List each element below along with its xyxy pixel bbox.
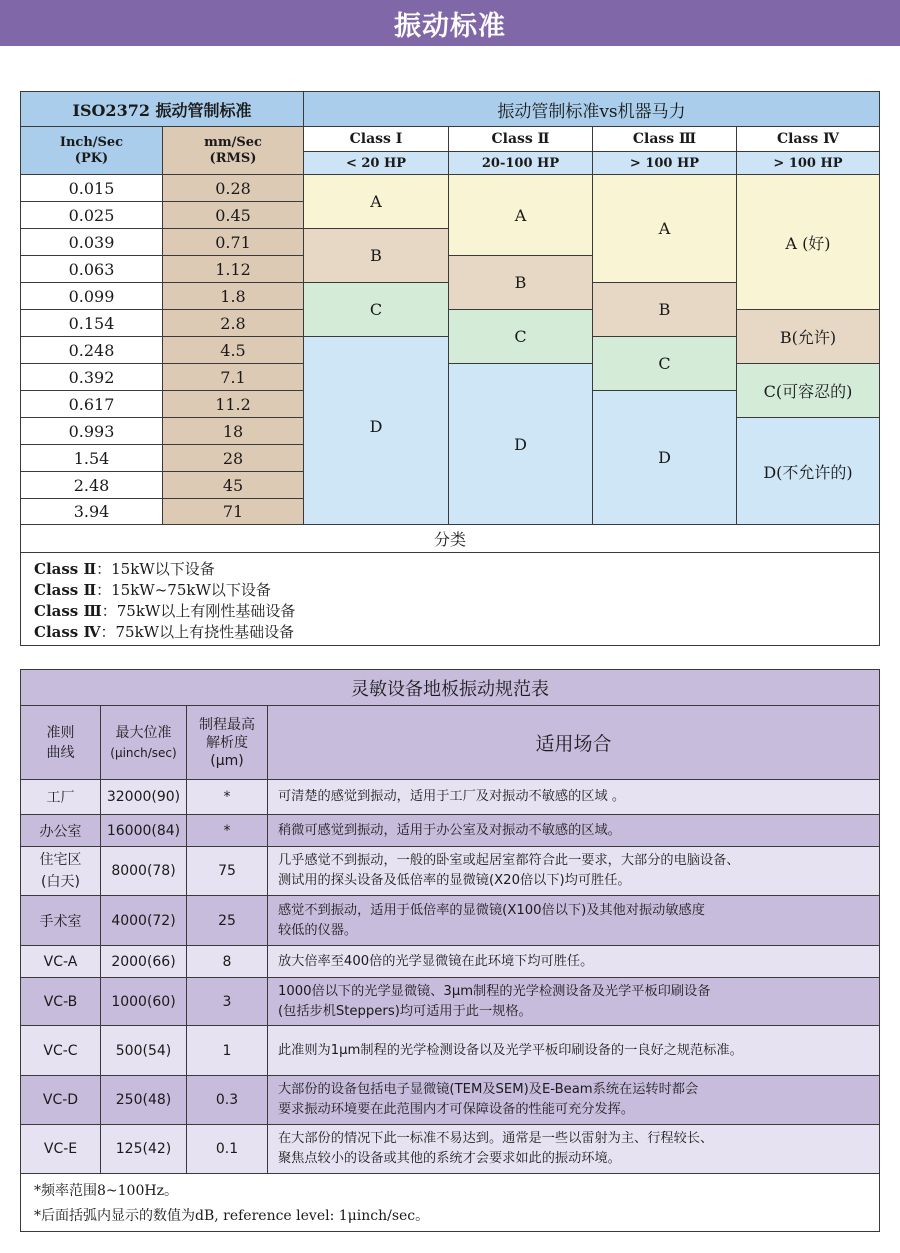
col-header-inch-l2: (PK): [74, 150, 109, 166]
inch-value: 0.099: [20, 282, 163, 310]
max-level: 4000(72): [100, 895, 187, 946]
application-desc-line: 感觉不到振动，适用于低倍率的显微镜(X100倍以下)及其他对振动敏感度: [278, 902, 705, 918]
application-desc-line: 此准则为1μm制程的光学检测设备以及光学平板印刷设备的一良好之规范标准。: [278, 1042, 743, 1058]
application-desc: [267, 945, 880, 978]
classification-item: [34, 579, 634, 600]
zone-c1-a: A: [303, 174, 449, 229]
application-desc-line: (包括步机Steppers)均可适用于此一规格。: [278, 1003, 532, 1019]
zone-c4-c: C(可容忍的): [736, 363, 880, 418]
mm-value: 11.2: [162, 390, 304, 418]
application-desc-line: 测试用的探头设备及低倍率的显微镜(X20倍以下)均可胜任。: [278, 873, 631, 888]
application-desc: [267, 779, 880, 815]
mm-value: 28: [162, 444, 304, 472]
classification-title: 分类: [20, 524, 880, 553]
criteria-name-text: VC-B: [43, 993, 78, 1010]
application-desc-line: 1000倍以下的光学显微镜、3μm制程的光学检测设备及光学平板印刷设备: [278, 983, 711, 999]
mm-value: 1.8: [162, 282, 304, 310]
criteria-name-text: 住宅区: [39, 852, 82, 868]
mm-value: 7.1: [162, 363, 304, 391]
max-level: 8000(78): [100, 846, 187, 896]
col-header-mm-l2: (RMS): [209, 150, 257, 166]
resolution: 25: [186, 895, 268, 946]
inch-value: 0.248: [20, 336, 163, 364]
mm-value: 4.5: [162, 336, 304, 364]
zone-c2-d: D: [448, 363, 593, 525]
zone-c2-c: C: [448, 309, 593, 364]
header-max-level-l2: (μinch/sec): [110, 745, 177, 760]
mm-value: 71: [162, 498, 304, 525]
criteria-name: [20, 814, 101, 847]
floor-table-title: 灵敏设备地板振动规范表: [20, 669, 880, 706]
application-desc-line: 要求振动环境要在此范围内才可保障设备的性能可充分发挥。: [278, 1102, 635, 1117]
application-desc-line: 稍微可感觉到振动，适用于办公室及对振动不敏感的区域。: [278, 822, 621, 838]
application-desc-line: 可清楚的感觉到振动，适用于工厂及对振动不敏感的区域 。: [278, 789, 626, 804]
application-desc-line: 放大倍率至400倍的光学显微镜在此环境下均可胜任。: [278, 953, 594, 969]
page-title: 振动标准: [394, 10, 506, 42]
application-desc-line: 聚焦点较小的设备或其他的系统才会要求如此的振动环境。: [278, 1151, 621, 1166]
header-criteria: [20, 705, 101, 780]
zone-c3-b: B: [592, 282, 737, 337]
application-desc: [267, 895, 880, 946]
resolution: 8: [186, 945, 268, 978]
criteria-name-text: 手术室: [39, 913, 82, 930]
inch-value: 0.154: [20, 309, 163, 337]
header-criteria-l1: 准则: [46, 724, 75, 741]
zone-c2-a: A: [448, 174, 593, 256]
header-resolution-l3: (μm): [210, 752, 244, 769]
criteria-name-text: VC-E: [43, 1141, 78, 1157]
criteria-name: [20, 1025, 101, 1076]
class-3-hp: > 100 HP: [592, 151, 737, 175]
inch-value: 0.993: [20, 417, 163, 445]
classification-class: Class Ⅳ: [34, 623, 101, 641]
application-desc-line: 大部份的设备包括电子显微镜(TEM及SEM)及E-Beam系统在运转时都会: [278, 1082, 699, 1097]
zone-c3-c: C: [592, 336, 737, 391]
mm-value: 0.71: [162, 228, 304, 256]
resolution: *: [186, 779, 268, 815]
classification-text: ：75kW以上有刚性基础设备: [101, 602, 296, 620]
zone-c1-d: D: [303, 336, 449, 525]
max-level: 2000(66): [100, 945, 187, 978]
page-banner: [0, 0, 900, 46]
criteria-name: [20, 945, 101, 978]
inch-value: 2.48: [20, 471, 163, 499]
class-1-name: Class Ⅰ: [303, 126, 449, 152]
zone-c4-a: A (好): [736, 174, 880, 310]
classification-item: [34, 600, 634, 621]
criteria-name: [20, 1124, 101, 1174]
iso-right-title: 振动管制标准vs机器马力: [303, 91, 880, 127]
header-resolution-l1: 制程最高: [199, 716, 255, 733]
col-header-mm: [162, 126, 304, 175]
resolution: 0.1: [186, 1124, 268, 1174]
resolution: 3: [186, 977, 268, 1026]
max-level: 16000(84): [100, 814, 187, 847]
zone-c2-b: B: [448, 255, 593, 310]
classification-class: Class Ⅲ: [34, 602, 102, 620]
header-application: 适用场合: [267, 705, 880, 780]
header-resolution: [186, 705, 268, 780]
header-criteria-l2: 曲线: [46, 744, 75, 761]
criteria-name: [20, 846, 101, 896]
header-resolution-l2: 解析度: [206, 734, 248, 751]
criteria-name-text: 工厂: [46, 790, 75, 806]
criteria-name: [20, 1075, 101, 1125]
criteria-name: [20, 779, 101, 815]
zone-c3-d: D: [592, 390, 737, 525]
zone-c1-c: C: [303, 282, 449, 337]
zone-c1-b: B: [303, 228, 449, 283]
application-desc: [267, 977, 880, 1026]
application-desc-line: 几乎感觉不到振动，一般的卧室或起居室都符合此一要求，大部分的电脑设备、: [278, 853, 740, 868]
inch-value: 0.025: [20, 201, 163, 229]
classification-text: ：15kW~75kW以下设备: [96, 581, 271, 599]
application-desc: [267, 814, 880, 847]
header-max-level-l1: 最大位准: [115, 724, 172, 741]
criteria-name-text: 办公室: [39, 823, 82, 840]
footnote: *后面括弧内显示的数值为dB, reference level: 1μinch/sec。: [34, 1208, 430, 1224]
max-level: 32000(90): [100, 779, 187, 815]
classification-item: [34, 558, 634, 579]
class-2-name: Class Ⅱ: [448, 126, 593, 152]
classification-class: Class Ⅱ: [34, 581, 97, 599]
col-header-mm-l1: mm/Sec: [204, 134, 262, 150]
application-desc-line: 较低的仪器。: [278, 922, 358, 938]
inch-value: 3.94: [20, 498, 163, 525]
inch-value: 0.617: [20, 390, 163, 418]
resolution: *: [186, 814, 268, 847]
class-3-name: Class Ⅲ: [592, 126, 737, 152]
classification-class: Class Ⅱ: [34, 560, 97, 578]
zone-c3-a: A: [592, 174, 737, 283]
classification-text: ：75kW以上有挠性基础设备: [100, 623, 295, 641]
class-4-hp: > 100 HP: [736, 151, 880, 175]
application-desc: [267, 1124, 880, 1174]
inch-value: 0.063: [20, 255, 163, 283]
classification-text: ：15kW以下设备: [96, 560, 215, 578]
mm-value: 0.28: [162, 174, 304, 202]
application-desc: [267, 1025, 880, 1076]
col-header-inch-l1: Inch/Sec: [59, 134, 124, 150]
class-1-hp: < 20 HP: [303, 151, 449, 175]
iso-left-title: ISO2372 振动管制标准: [20, 91, 304, 127]
max-level: 125(42): [100, 1124, 187, 1174]
criteria-name-text: (白天): [41, 874, 80, 890]
criteria-name-text: VC-D: [42, 1092, 79, 1108]
class-4-name: Class Ⅳ: [736, 126, 880, 152]
application-desc-line: 在大部份的情况下此一标准不易达到。通常是一些以雷射为主、行程较长、: [278, 1131, 714, 1146]
max-level: 1000(60): [100, 977, 187, 1026]
resolution: 1: [186, 1025, 268, 1076]
inch-value: 0.392: [20, 363, 163, 391]
class-2-hp: 20-100 HP: [448, 151, 593, 175]
criteria-name-text: VC-A: [43, 953, 78, 970]
mm-value: 2.8: [162, 309, 304, 337]
mm-value: 45: [162, 471, 304, 499]
header-max-level: [100, 705, 187, 780]
inch-value: 1.54: [20, 444, 163, 472]
criteria-name: [20, 895, 101, 946]
max-level: 250(48): [100, 1075, 187, 1125]
application-desc: [267, 1075, 880, 1125]
inch-value: 0.039: [20, 228, 163, 256]
criteria-name: [20, 977, 101, 1026]
criteria-name-text: VC-C: [43, 1042, 78, 1059]
inch-value: 0.015: [20, 174, 163, 202]
mm-value: 18: [162, 417, 304, 445]
zone-c4-d: D(不允许的): [736, 417, 880, 525]
application-desc: [267, 846, 880, 896]
mm-value: 1.12: [162, 255, 304, 283]
col-header-inch: [20, 126, 163, 175]
max-level: 500(54): [100, 1025, 187, 1076]
footnote: *频率范围8~100Hz。: [34, 1183, 178, 1199]
classification-item: [34, 621, 634, 642]
zone-c4-b: B(允许): [736, 309, 880, 364]
mm-value: 0.45: [162, 201, 304, 229]
resolution: 75: [186, 846, 268, 896]
resolution: 0.3: [186, 1075, 268, 1125]
